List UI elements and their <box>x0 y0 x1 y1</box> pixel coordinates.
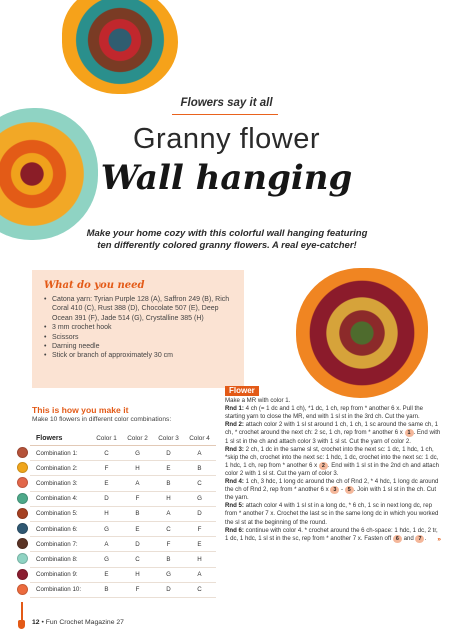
round-label: Rnd 4: <box>225 478 244 486</box>
header-color-1: Color 1 <box>96 434 117 442</box>
round-text: 4 ch (= 1 dc and 1 ch), *1 dc, 1 ch, rep from * another 6 x. Pull the starting yarn to close the MR, end with 1 sl st in the 3rd ch. Cut the yarn. <box>225 405 423 421</box>
row-label: Combination 2: <box>36 464 78 472</box>
step-badge: 3 <box>330 486 339 494</box>
page-title: Granny flower <box>132 123 320 155</box>
round-5 <box>225 502 441 526</box>
step-badge: 1 <box>405 429 414 437</box>
cell: F <box>104 464 109 472</box>
cell: A <box>197 449 202 457</box>
color-combination-table <box>30 431 216 598</box>
cell: B <box>166 479 171 487</box>
cell: G <box>135 449 140 457</box>
cell: G <box>104 555 109 563</box>
list-item: • Scissors <box>44 333 234 342</box>
badge-separator: - <box>339 486 345 494</box>
row-label: Combination 1: <box>36 449 78 457</box>
page-subtitle: Wall hanging <box>100 158 353 198</box>
table-row <box>30 583 216 598</box>
round-2 <box>225 421 441 445</box>
round-text: . Join with 1 sl st in the ch. Cut the yarn. <box>225 486 437 502</box>
cell: A <box>197 571 202 579</box>
materials-box <box>32 270 244 388</box>
round-label: Rnd 3: <box>225 445 244 453</box>
cell: B <box>166 555 171 563</box>
flower-swatch-icon <box>17 447 28 458</box>
flower-photo-top <box>62 0 178 94</box>
round-text: attach color 2 with 1 sl st around 1 ch, 1 ch, 1 sc around the same ch, 1 ch, * crochet around the next ch: 2 sc, 1 ch, rep from * another 6 x <box>225 421 439 437</box>
cell: H <box>135 464 140 472</box>
kicker-underline <box>172 114 278 115</box>
header-color-3: Color 3 <box>158 434 179 442</box>
cell: G <box>197 495 202 503</box>
round-label: Rnd 1: <box>225 405 244 413</box>
header-flowers: Flowers <box>36 434 63 442</box>
flower-swatch-icon <box>17 523 28 534</box>
round-label: Rnd 5: <box>225 502 244 510</box>
cell: C <box>197 479 202 487</box>
table-row <box>30 492 216 507</box>
cell: C <box>104 449 109 457</box>
round-text: continue with color 4. * crochet around the 6 ch-space: 1 hdc, 1 dc, 2 tr, 1 dc, 1 hdc, 1 sl st in the sc, rep from * another 7 x. Fasten off <box>225 526 438 542</box>
table-row <box>30 522 216 537</box>
kicker: Flowers say it all <box>180 97 273 109</box>
table-row <box>30 537 216 552</box>
step-badge: 5 <box>345 486 354 494</box>
table-row <box>30 552 216 567</box>
page-number: 12 <box>32 619 40 626</box>
round-3 <box>225 446 441 478</box>
round-4 <box>225 478 441 502</box>
cell: A <box>166 510 171 518</box>
list-item: • Darning needle <box>44 342 234 351</box>
cell: D <box>104 495 109 503</box>
cell: H <box>166 495 171 503</box>
row-label: Combination 8: <box>36 555 78 563</box>
flower-swatch-icon <box>17 462 28 473</box>
flower-photo-right <box>296 268 428 398</box>
pattern-tag: Flower <box>225 386 259 396</box>
cell: H <box>135 571 140 579</box>
cell: D <box>197 510 202 518</box>
cell: D <box>135 540 140 548</box>
page-footer <box>32 619 124 626</box>
cell: C <box>135 555 140 563</box>
cell: F <box>197 525 202 533</box>
footer-separator: • <box>41 619 44 626</box>
round-text: attach color 4 with 1 sl st in a long dc, * 6 ch, 1 sc in next long dc, rep from * another 7 x. Crochet the last sc in the same long dc in which you worked the sl st at the beginning of the round. <box>225 502 439 526</box>
step-badge: 6 <box>393 535 402 543</box>
cell: D <box>166 449 171 457</box>
round-text: 2 ch, 1 dc in the same sl st, crochet into the next sc: 1 dc, 1 hdc, 1 ch, *skip the ch, crochet into the next sc: 1 hdc, 1 dc, crochet into the next sc: 1 dc, 1 hdc, 1 ch, rep from * another 6 x <box>225 445 439 469</box>
flower-swatch-icon <box>17 584 28 595</box>
list-item: • Stick or branch of approximately 30 cm <box>44 351 234 360</box>
step-badge: 2 <box>319 462 328 470</box>
row-label: Combination 7: <box>36 540 78 548</box>
round-label: Rnd 2: <box>225 421 244 429</box>
cell: A <box>135 479 140 487</box>
cell: C <box>197 586 202 594</box>
pattern-intro: Make a MR with color 1. <box>225 397 291 405</box>
cell: H <box>104 510 109 518</box>
table-row <box>30 507 216 522</box>
list-item: • Catona yarn: Tyrian Purple 128 (A), Saffron 249 (B), Rich Coral 410 (C), Rust 388 (D), Chocolate 507 (E), Deep Ocean 391 (F), Jade 514 (G), Crystalline 385 (H) <box>44 295 234 323</box>
round-text: . End with 1 sl st in the ch and attach color 3 with 1 sl st. Cut the yarn of color 2. <box>225 429 441 445</box>
row-label: Combination 10: <box>36 586 82 594</box>
row-label: Combination 3: <box>36 479 78 487</box>
materials-title: What do you need <box>44 280 145 291</box>
cell: F <box>166 540 171 548</box>
cell: B <box>197 464 202 472</box>
flower-swatch-icon <box>17 553 28 564</box>
flower-swatch-icon <box>17 493 28 504</box>
cell: H <box>197 555 202 563</box>
cell: F <box>135 495 140 503</box>
cell: E <box>135 525 140 533</box>
cell: D <box>166 586 171 594</box>
row-label: Combination 5: <box>36 510 78 518</box>
cell: E <box>197 540 202 548</box>
flower-swatch-icon <box>17 538 28 549</box>
row-label: Combination 4: <box>36 495 78 503</box>
cell: E <box>166 464 171 472</box>
header-color-2: Color 2 <box>127 434 148 442</box>
flower-swatch-icon <box>17 508 28 519</box>
table-row <box>30 461 216 476</box>
pattern-instructions <box>225 386 441 543</box>
magazine-name: Fun Crochet Magazine 27 <box>45 619 124 626</box>
row-label: Combination 6: <box>36 525 78 533</box>
flower-swatch-icon <box>17 569 28 580</box>
section-subtitle: Make 10 flowers in different color combinations: <box>32 416 172 423</box>
round-6 <box>225 527 441 543</box>
cell: C <box>166 525 171 533</box>
round-text: . <box>424 534 427 542</box>
cell: B <box>104 586 109 594</box>
intro-text: Make your home cozy with this colorful wall hanging featuring ten differently colored granny flowers. A real eye-catcher! <box>86 228 368 251</box>
cell: G <box>166 571 171 579</box>
round-label: Rnd 6: <box>225 526 244 534</box>
tassel-knob-decoration <box>18 620 25 629</box>
cell: F <box>135 586 140 594</box>
round-text: . End with 1 sl st in the 2nd ch and attach color 2 with 1 sl st. Cut the yarn of color 3. <box>225 461 439 477</box>
round-1 <box>225 405 441 421</box>
cell: G <box>104 525 109 533</box>
cell: A <box>104 540 109 548</box>
table-row <box>30 446 216 461</box>
flower-swatch-icon <box>17 477 28 488</box>
header-color-4: Color 4 <box>189 434 210 442</box>
table-row <box>30 568 216 583</box>
round-text: 1 ch, 3 hdc, 1 long dc around the ch of Rnd 2, * 4 hdc, 1 long dc around the ch of Rnd 2, rep from * another 6 x <box>225 478 439 494</box>
cell: B <box>135 510 140 518</box>
continued-arrow-icon: » <box>437 535 441 543</box>
table-row <box>30 476 216 491</box>
cell: E <box>104 571 109 579</box>
badge-separator: and <box>401 534 416 542</box>
section-title: This is how you make it <box>32 405 129 415</box>
step-badge: 7 <box>415 535 424 543</box>
row-label: Combination 9: <box>36 571 78 579</box>
table-header <box>30 431 216 446</box>
list-item: • 3 mm crochet hook <box>44 323 234 332</box>
cell: E <box>104 479 109 487</box>
materials-list <box>44 295 234 361</box>
